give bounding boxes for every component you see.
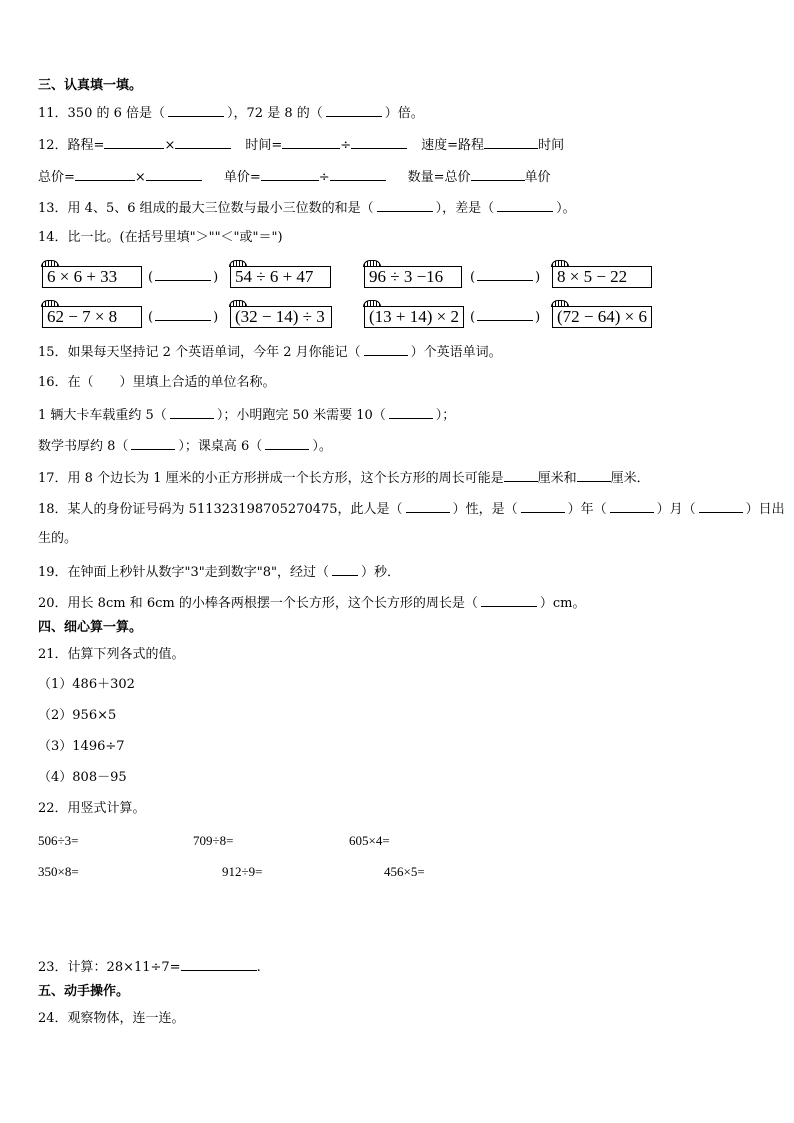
tag-icon (363, 260, 381, 267)
q14-expr-text: 54 ÷ 6 + 47 (235, 267, 314, 286)
tag-icon (229, 300, 247, 307)
q15-blank[interactable] (364, 343, 408, 356)
q16-blank-1[interactable] (170, 406, 214, 419)
q21-item-2: （2）956×5 (38, 708, 117, 723)
q21-item-4: （4）808－95 (38, 770, 127, 785)
q20-text-1: 20．用长 8cm 和 6cm 的小棒各两根摆一个长方形，这个长方形的周长是（ (38, 596, 478, 611)
q13-text-3: ）。 (556, 201, 576, 216)
q18-text: ）年（ (567, 502, 607, 517)
q11-blank-1[interactable] (168, 104, 224, 117)
q19-text-1: 19．在钟面上秒针从数字"3"走到数字"8"，经过（ (38, 565, 330, 580)
q14-expr-text: 96 ÷ 3 −16 (369, 267, 444, 286)
question-22-title: 22．用竖式计算。 (38, 801, 146, 816)
tag-icon (229, 260, 247, 267)
q14-expression (364, 266, 462, 288)
paren: ) (213, 310, 219, 325)
q11-blank-2[interactable] (326, 104, 382, 117)
q12-blank-10[interactable] (471, 168, 525, 181)
q17-text-1: 17．用 8 个边长为 1 厘米的小正方形拼成一个长方形，这个长方形的周长可能是 (38, 471, 504, 486)
q15-text-2: ）个英语单词。 (410, 345, 502, 360)
question-12-line-1 (38, 136, 564, 154)
q12-text: 12．路程= (38, 138, 105, 153)
q12-text: ÷ (318, 170, 330, 185)
question-19 (38, 563, 400, 581)
question-24-title: 24．观察物体，连一连。 (38, 1011, 185, 1026)
q16-text: 数学书厚约 8（ (38, 439, 129, 454)
q16-blank-2[interactable] (389, 406, 433, 419)
question-16-line-1 (38, 406, 455, 424)
q18-blank-1[interactable] (406, 500, 450, 513)
q12-text: 单价= (223, 170, 261, 185)
q16-blank-4[interactable] (265, 437, 309, 450)
q11-text-3: ）倍。 (384, 106, 424, 121)
section-5-heading: 五、动手操作。 (38, 984, 130, 999)
question-16-line-2 (38, 437, 332, 455)
q11-text-1: 11．350 的 6 倍是（ (38, 106, 166, 121)
q14-expression (42, 266, 142, 288)
q14-expression (230, 306, 332, 328)
q18-text: ）日出 (745, 502, 785, 517)
q18-blank-4[interactable] (699, 500, 743, 513)
q14-expression (230, 266, 331, 288)
q12-text: × (134, 170, 146, 185)
q14-expr-text: (32 − 14) ÷ 3 (235, 307, 325, 326)
q13-blank-2[interactable] (497, 199, 553, 212)
q18-blank-2[interactable] (521, 500, 565, 513)
tag-icon (551, 260, 569, 267)
q18-text: ）月（ (656, 502, 696, 517)
q14-compare[interactable] (470, 268, 540, 285)
q12-blank-7[interactable] (146, 168, 202, 181)
q13-text-2: ），差是（ (435, 201, 495, 216)
q12-blank-9[interactable] (330, 168, 386, 181)
question-12-line-2 (38, 168, 551, 186)
q21-item-1: （1）486＋302 (38, 677, 135, 692)
question-20 (38, 594, 585, 612)
q16-text: ）；课桌高 6（ (178, 439, 263, 454)
q12-text: 数量=总价 (407, 170, 471, 185)
q16-text: 1 辆大卡车载重约 5（ (38, 408, 167, 423)
q12-blank-2[interactable] (175, 136, 231, 149)
q13-blank-1[interactable] (377, 199, 433, 212)
q20-text-2: ）cm。 (539, 596, 586, 611)
paren: ( (470, 310, 476, 325)
q14-expression (552, 266, 652, 288)
question-13 (38, 199, 576, 217)
q12-text: 速度=路程 (421, 138, 485, 153)
q14-expression (552, 306, 652, 328)
q16-text: ）； (435, 408, 456, 423)
q12-text: 时间= (245, 138, 283, 153)
q12-blank-5[interactable] (484, 136, 538, 149)
q21-item-3: （3）1496÷7 (38, 739, 125, 754)
tag-icon (41, 260, 59, 267)
q17-text-2: 厘米和 (537, 471, 577, 486)
q12-text: 时间 (538, 138, 565, 153)
q14-compare[interactable] (148, 308, 218, 325)
q18-blank-3[interactable] (610, 500, 654, 513)
q22-problem: 912÷9= (222, 864, 263, 879)
q17-blank-1[interactable] (504, 469, 538, 482)
tag-icon (363, 300, 381, 307)
q14-expression (364, 306, 464, 328)
q17-blank-2[interactable] (577, 469, 611, 482)
question-14-title: 14．比一比。(在括号里填"＞""＜"或"＝") (38, 230, 283, 245)
q19-text-2: ）秒． (361, 565, 401, 580)
q18-text: ）性，是（ (452, 502, 518, 517)
q15-text-1: 15．如果每天坚持记 2 个英语单词，今年 2 月你能记（ (38, 345, 361, 360)
q14-expr-text: (13 + 14) × 2 (369, 307, 459, 326)
section-3-heading: 三、认真填一填。 (38, 78, 143, 93)
q12-blank-1[interactable] (104, 136, 164, 149)
q14-expr-text: 6 × 6 + 33 (47, 267, 118, 286)
q23-text-1: 23．计算：28×11÷7= (38, 960, 181, 975)
question-21-title: 21．估算下列各式的值。 (38, 647, 185, 662)
question-11 (38, 104, 424, 122)
q12-blank-8[interactable] (261, 168, 319, 181)
q14-expression (42, 306, 142, 328)
paren: ) (213, 270, 219, 285)
question-18 (38, 500, 785, 518)
q12-blank-4[interactable] (351, 136, 407, 149)
q12-text: ÷ (340, 138, 352, 153)
q19-blank[interactable] (332, 563, 358, 576)
q12-blank-3[interactable] (282, 136, 340, 149)
q12-text: × (164, 138, 176, 153)
question-15 (38, 343, 502, 361)
tag-icon (551, 300, 569, 307)
paren: ( (148, 310, 154, 325)
q12-text: 单价 (524, 170, 551, 185)
q14-compare[interactable] (470, 308, 540, 325)
paren: ) (535, 310, 541, 325)
q16-text: ）。 (312, 439, 332, 454)
q14-expr-text: 62 − 7 × 8 (47, 307, 118, 326)
q22-problem: 350×8= (38, 864, 79, 879)
question-18-cont: 生的。 (38, 531, 78, 546)
question-16-title: 16．在（ ）里填上合适的单位名称。 (38, 375, 276, 390)
paren: ( (148, 270, 154, 285)
q22-problem: 605×4= (349, 833, 390, 848)
q14-expr-text: 8 × 5 − 22 (557, 267, 628, 286)
q12-text: 总价= (38, 170, 75, 185)
paren: ( (470, 270, 476, 285)
tag-icon (41, 300, 59, 307)
q14-expr-text: (72 − 64) × 6 (557, 307, 647, 326)
question-23 (38, 958, 261, 976)
q18-text: 18．某人的身份证号码为 511323198705270475，此人是（ (38, 502, 403, 517)
q23-blank[interactable] (181, 958, 257, 971)
q11-text-2: ），72 是 8 的（ (227, 106, 323, 121)
q14-compare[interactable] (148, 268, 218, 285)
q20-blank[interactable] (481, 594, 537, 607)
q12-blank-6[interactable] (75, 168, 135, 181)
q22-problem: 456×5= (384, 864, 425, 879)
q22-problem: 709÷8= (193, 833, 234, 848)
q16-text: ）；小明跑完 50 米需要 10（ (216, 408, 386, 423)
q13-text-1: 13．用 4、5、6 组成的最大三位数与最小三位数的和是（ (38, 201, 374, 216)
q16-blank-3[interactable] (131, 437, 175, 450)
paren: ) (535, 270, 541, 285)
q17-text-3: 厘米． (610, 471, 650, 486)
question-17 (38, 469, 650, 487)
section-4-heading: 四、细心算一算。 (38, 620, 143, 635)
q23-text-2: . (256, 960, 261, 975)
q22-problem: 506÷3= (38, 833, 79, 848)
